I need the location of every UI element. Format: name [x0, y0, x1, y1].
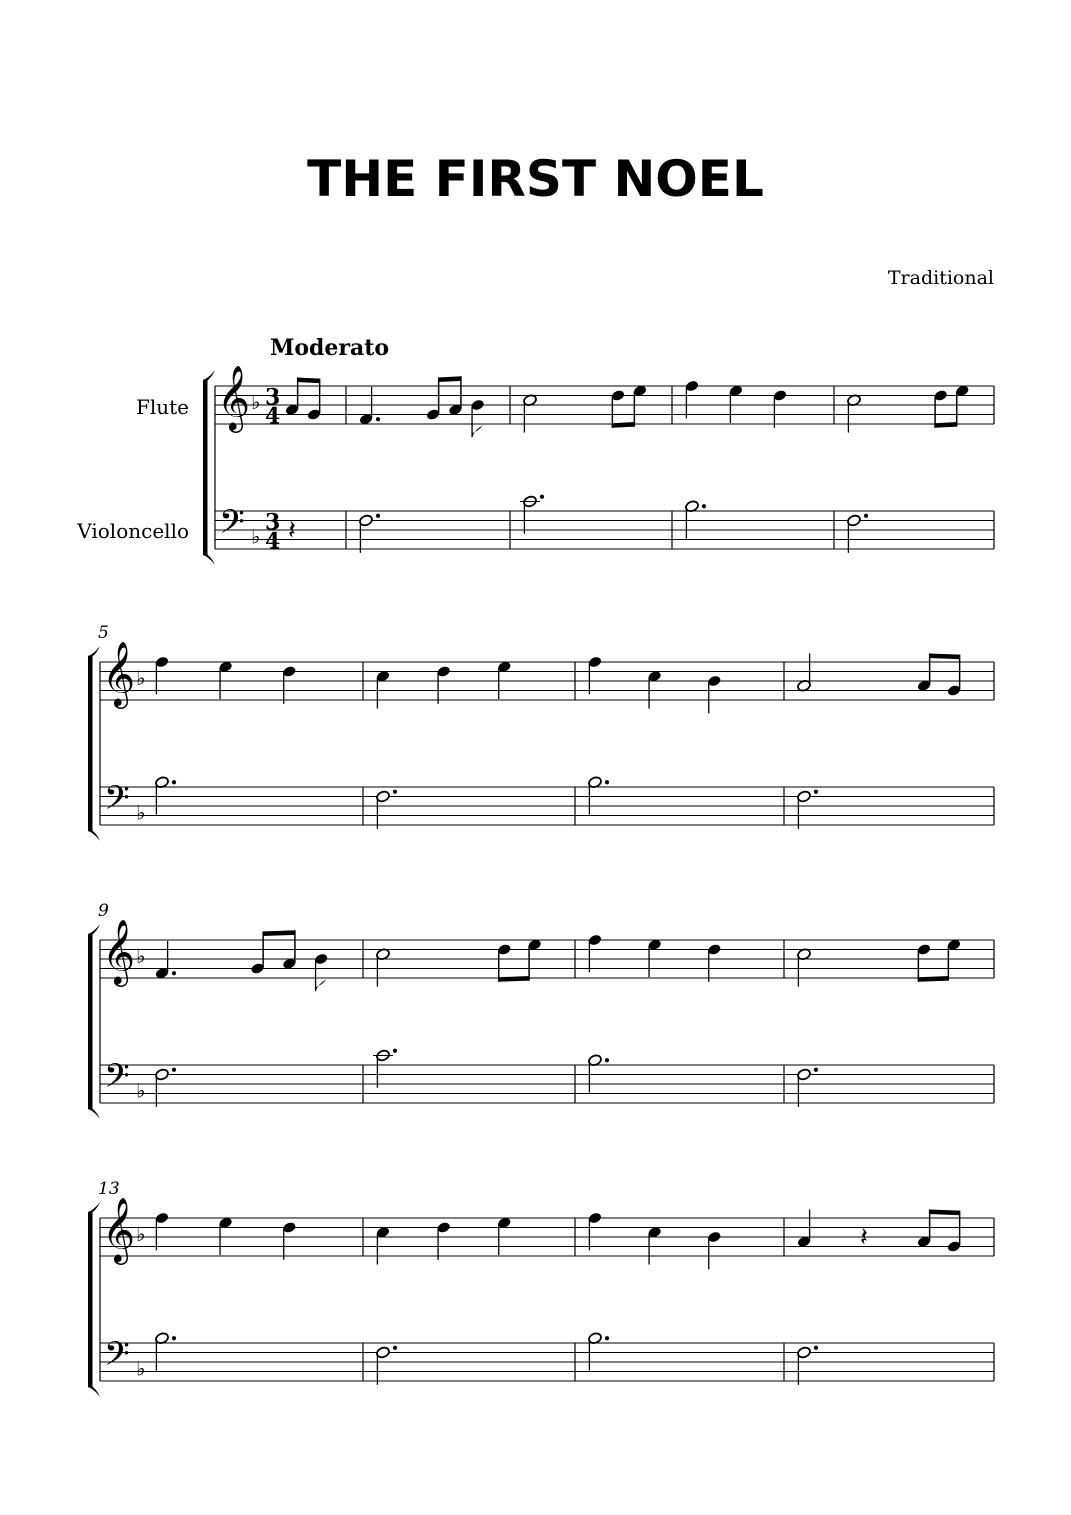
bass-clef-icon: 𝄢 — [104, 1335, 130, 1382]
note-beam — [934, 422, 957, 428]
bracket-hook — [88, 924, 100, 938]
score-title: THE FIRST NOEL — [307, 150, 764, 208]
flat-icon: ♭ — [136, 1078, 146, 1103]
flat-icon: ♭ — [136, 1222, 146, 1246]
note-beam — [929, 1209, 960, 1215]
eighth-flag — [316, 979, 327, 991]
treble-clef-icon: 𝄞 — [102, 1197, 136, 1263]
flat-icon: ♭ — [136, 1356, 146, 1381]
note-beam — [929, 653, 960, 659]
note-beam — [263, 930, 296, 936]
system-bracket — [88, 934, 93, 1109]
note-beam — [612, 422, 635, 428]
bass-clef-icon: 𝄢 — [219, 503, 245, 550]
augmentation-dot — [172, 971, 176, 975]
flat-icon: ♭ — [136, 944, 146, 968]
bracket-hook — [88, 827, 100, 841]
augmentation-dot — [814, 790, 818, 794]
augmentation-dot — [172, 1068, 176, 1072]
eighth-flag — [472, 425, 483, 437]
augmentation-dot — [702, 504, 706, 508]
note-beam — [918, 976, 949, 982]
augmentation-dot — [172, 1336, 176, 1340]
instrument-label-flute: Flute — [135, 395, 189, 419]
bracket-hook — [88, 1202, 100, 1216]
instrument-label-violoncello: Violoncello — [77, 519, 189, 543]
note-beam — [438, 376, 462, 382]
system-bracket — [88, 1212, 93, 1387]
augmentation-dot — [540, 495, 544, 499]
flat-icon: ♭ — [136, 800, 146, 825]
bracket-hook — [88, 646, 100, 660]
augmentation-dot — [172, 780, 176, 784]
time-signature-top: 3 — [265, 509, 281, 536]
system-bracket — [88, 656, 93, 831]
augmentation-dot — [376, 417, 380, 421]
measure-number: 9 — [98, 901, 109, 921]
augmentation-dot — [393, 790, 397, 794]
time-signature-bottom: 4 — [265, 403, 281, 430]
time-signature-bottom: 4 — [265, 528, 281, 555]
flat-icon: ♭ — [251, 524, 261, 549]
note-beam — [297, 377, 320, 383]
bracket-hook — [203, 370, 215, 384]
treble-clef-icon: 𝄞 — [102, 919, 136, 985]
measure-number: 13 — [98, 1179, 120, 1199]
quarter-rest-icon: 𝄽 — [288, 515, 296, 546]
note-beam — [498, 976, 530, 982]
treble-clef-icon: 𝄞 — [217, 365, 251, 431]
augmentation-dot — [605, 1336, 609, 1340]
bass-clef-icon: 𝄢 — [104, 1057, 130, 1104]
augmentation-dot — [605, 1058, 609, 1062]
augmentation-dot — [393, 1049, 397, 1053]
time-signature-top: 3 — [265, 384, 281, 411]
composer-credit: Traditional — [887, 267, 994, 289]
tempo-marking: Moderato — [270, 335, 390, 361]
augmentation-dot — [376, 514, 380, 518]
flat-icon: ♭ — [251, 390, 261, 414]
augmentation-dot — [605, 780, 609, 784]
augmentation-dot — [814, 1068, 818, 1072]
augmentation-dot — [864, 514, 868, 518]
bracket-hook — [88, 1383, 100, 1397]
bass-clef-icon: 𝄢 — [104, 779, 130, 826]
quarter-rest-icon: 𝄽 — [860, 1222, 868, 1253]
measure-number: 5 — [98, 623, 109, 643]
flat-icon: ♭ — [136, 666, 146, 690]
bracket-hook — [88, 1105, 100, 1119]
augmentation-dot — [393, 1346, 397, 1350]
system-bracket — [203, 380, 208, 555]
bracket-hook — [203, 551, 215, 565]
augmentation-dot — [814, 1346, 818, 1350]
treble-clef-icon: 𝄞 — [102, 641, 136, 707]
